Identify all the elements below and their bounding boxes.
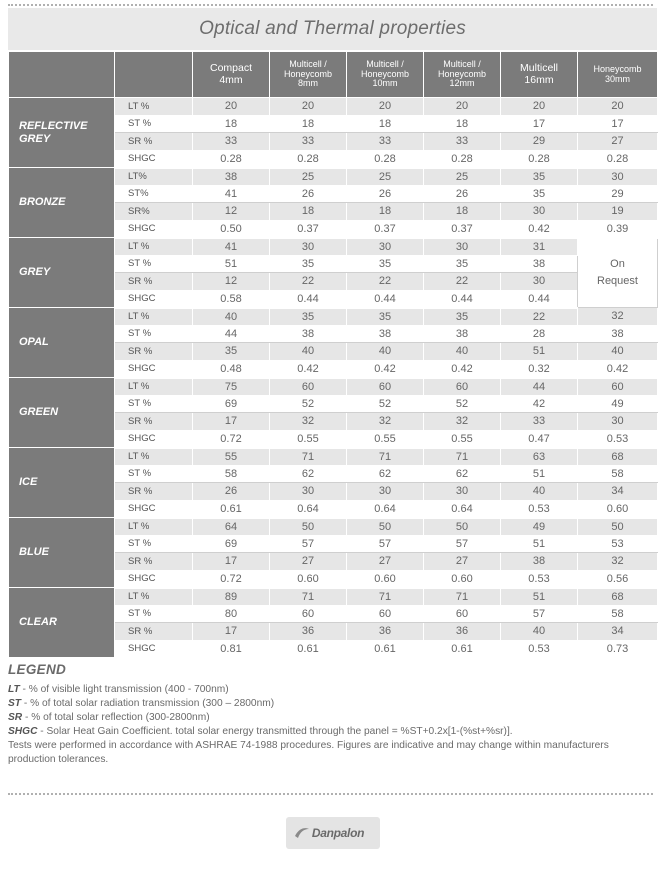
value-cell: 22 bbox=[347, 273, 424, 291]
column-header bbox=[347, 52, 424, 98]
property-label: SHGC bbox=[115, 640, 193, 658]
value-cell: 0.39 bbox=[578, 220, 658, 238]
value-cell: 35 bbox=[424, 255, 501, 273]
column-header-line: Multicell / bbox=[289, 58, 327, 69]
value-cell: 38 bbox=[193, 168, 270, 186]
value-cell: 58 bbox=[193, 465, 270, 483]
value-cell: 0.28 bbox=[501, 150, 578, 168]
value-cell: 0.42 bbox=[270, 360, 347, 378]
value-cell: 50 bbox=[270, 518, 347, 536]
value-cell: 38 bbox=[424, 325, 501, 343]
group-label-line: ICE bbox=[19, 476, 38, 489]
value-cell: 68 bbox=[578, 448, 658, 466]
value-cell: 33 bbox=[347, 133, 424, 151]
value-cell: 35 bbox=[501, 185, 578, 203]
column-header bbox=[424, 52, 501, 98]
value-cell: 25 bbox=[424, 168, 501, 186]
legend-sr bbox=[8, 711, 657, 725]
value-cell: 60 bbox=[270, 378, 347, 396]
table-row bbox=[9, 168, 658, 186]
value-cell: 25 bbox=[270, 168, 347, 186]
value-cell: 62 bbox=[347, 465, 424, 483]
value-cell: 0.53 bbox=[578, 430, 658, 448]
value-cell: 55 bbox=[193, 448, 270, 466]
value-cell: 51 bbox=[501, 465, 578, 483]
value-cell: 0.72 bbox=[193, 430, 270, 448]
group-label-line: GREY bbox=[19, 266, 51, 279]
property-label: LT% bbox=[115, 168, 193, 186]
value-cell: 35 bbox=[501, 168, 578, 186]
value-cell: 0.48 bbox=[193, 360, 270, 378]
value-cell: 62 bbox=[424, 465, 501, 483]
value-cell: 0.44 bbox=[501, 290, 578, 308]
value-cell: 0.72 bbox=[193, 570, 270, 588]
value-cell: 68 bbox=[578, 588, 658, 606]
danpal-logo bbox=[286, 817, 380, 849]
value-cell: 71 bbox=[424, 448, 501, 466]
value-cell: 30 bbox=[424, 483, 501, 501]
group-label bbox=[9, 98, 115, 168]
logo-text: Danpalon bbox=[311, 826, 365, 840]
value-cell: 36 bbox=[347, 623, 424, 641]
value-cell: 50 bbox=[578, 518, 658, 536]
column-header-line: Multicell / bbox=[443, 58, 481, 69]
value-cell: 0.42 bbox=[347, 360, 424, 378]
value-cell: 25 bbox=[347, 168, 424, 186]
value-cell: 0.50 bbox=[193, 220, 270, 238]
value-cell: 0.61 bbox=[193, 500, 270, 518]
value-cell: 30 bbox=[347, 238, 424, 256]
group-label bbox=[9, 168, 115, 238]
value-cell: 40 bbox=[578, 343, 658, 361]
value-cell: 0.42 bbox=[501, 220, 578, 238]
value-cell: 57 bbox=[347, 535, 424, 553]
value-cell: 32 bbox=[270, 413, 347, 431]
value-cell: 22 bbox=[424, 273, 501, 291]
value-cell: 28 bbox=[501, 325, 578, 343]
value-cell: 20 bbox=[347, 98, 424, 116]
value-cell: 40 bbox=[501, 483, 578, 501]
column-header bbox=[578, 52, 658, 98]
value-cell: 60 bbox=[270, 605, 347, 623]
value-cell: 32 bbox=[578, 553, 658, 571]
group-label bbox=[9, 378, 115, 448]
value-cell: 57 bbox=[424, 535, 501, 553]
value-cell: 62 bbox=[270, 465, 347, 483]
value-cell: 0.61 bbox=[347, 640, 424, 658]
page-title: Optical and Thermal properties bbox=[199, 18, 466, 39]
value-cell: 17 bbox=[193, 413, 270, 431]
value-cell: 40 bbox=[424, 343, 501, 361]
value-cell: 0.81 bbox=[193, 640, 270, 658]
value-cell: 75 bbox=[193, 378, 270, 396]
value-cell: 0.44 bbox=[270, 290, 347, 308]
value-cell: 0.28 bbox=[347, 150, 424, 168]
property-label: LT % bbox=[115, 518, 193, 536]
value-cell: 40 bbox=[347, 343, 424, 361]
value-cell: 71 bbox=[424, 588, 501, 606]
group-label bbox=[9, 238, 115, 308]
value-cell: 18 bbox=[424, 115, 501, 133]
legend-sr-term: SR bbox=[8, 712, 23, 723]
property-label: ST % bbox=[115, 535, 193, 553]
group-label-line: OPAL bbox=[19, 336, 49, 349]
property-label: SR % bbox=[115, 273, 193, 291]
property-label: SR % bbox=[115, 623, 193, 641]
value-cell: 26 bbox=[347, 185, 424, 203]
value-cell: 0.53 bbox=[501, 500, 578, 518]
group-label-line: GREY bbox=[19, 132, 51, 145]
property-label: ST % bbox=[115, 255, 193, 273]
value-cell: 35 bbox=[424, 308, 501, 326]
value-cell: 33 bbox=[501, 413, 578, 431]
value-cell: 18 bbox=[347, 203, 424, 221]
property-label: SR % bbox=[115, 133, 193, 151]
property-label: SHGC bbox=[115, 290, 193, 308]
value-cell: 18 bbox=[424, 203, 501, 221]
value-cell: 20 bbox=[193, 98, 270, 116]
value-cell: 33 bbox=[270, 133, 347, 151]
value-cell: 49 bbox=[501, 518, 578, 536]
legend-sr-text: - % of total solar reflection (300-2800nm) bbox=[22, 712, 210, 723]
table-row bbox=[9, 308, 658, 326]
legend-shgc-term: SHGC bbox=[8, 726, 38, 737]
value-cell: 30 bbox=[578, 413, 658, 431]
value-cell: 18 bbox=[270, 203, 347, 221]
value-cell: 44 bbox=[501, 378, 578, 396]
property-label: SR % bbox=[115, 483, 193, 501]
on-request-cell: On Request bbox=[578, 238, 658, 308]
value-cell: 57 bbox=[270, 535, 347, 553]
top-dotted-divider bbox=[8, 4, 653, 6]
column-header-line: 10mm bbox=[372, 78, 398, 89]
value-cell: 20 bbox=[270, 98, 347, 116]
value-cell: 22 bbox=[270, 273, 347, 291]
value-cell: 0.28 bbox=[270, 150, 347, 168]
value-cell: 30 bbox=[347, 483, 424, 501]
value-cell: 0.53 bbox=[501, 640, 578, 658]
value-cell: 36 bbox=[424, 623, 501, 641]
property-label: SHGC bbox=[115, 570, 193, 588]
value-cell: 60 bbox=[424, 378, 501, 396]
value-cell: 71 bbox=[347, 448, 424, 466]
value-cell: 60 bbox=[347, 378, 424, 396]
property-label: LT % bbox=[115, 98, 193, 116]
value-cell: 12 bbox=[193, 273, 270, 291]
property-label: ST % bbox=[115, 325, 193, 343]
column-header-line: 4mm bbox=[219, 73, 243, 86]
value-cell: 0.28 bbox=[578, 150, 658, 168]
legend-lt bbox=[8, 683, 657, 697]
value-cell: 0.55 bbox=[347, 430, 424, 448]
value-cell: 29 bbox=[501, 133, 578, 151]
property-label: SHGC bbox=[115, 220, 193, 238]
header-property-cell bbox=[115, 52, 193, 98]
value-cell: 63 bbox=[501, 448, 578, 466]
value-cell: 0.61 bbox=[424, 640, 501, 658]
value-cell: 18 bbox=[347, 115, 424, 133]
value-cell: 89 bbox=[193, 588, 270, 606]
property-label: ST % bbox=[115, 395, 193, 413]
value-cell: 40 bbox=[193, 308, 270, 326]
table-row bbox=[9, 518, 658, 536]
value-cell: 51 bbox=[501, 588, 578, 606]
property-label: SR % bbox=[115, 343, 193, 361]
value-cell: 34 bbox=[578, 623, 658, 641]
property-label: LT % bbox=[115, 238, 193, 256]
value-cell: 36 bbox=[270, 623, 347, 641]
value-cell: 42 bbox=[501, 395, 578, 413]
column-header-line: Compact bbox=[209, 61, 252, 74]
value-cell: 35 bbox=[347, 255, 424, 273]
value-cell: 60 bbox=[578, 378, 658, 396]
table-row bbox=[9, 378, 658, 396]
value-cell: 38 bbox=[501, 255, 578, 273]
value-cell: 0.58 bbox=[193, 290, 270, 308]
value-cell: 20 bbox=[578, 98, 658, 116]
value-cell: 41 bbox=[193, 238, 270, 256]
value-cell: 19 bbox=[578, 203, 658, 221]
value-cell: 29 bbox=[578, 185, 658, 203]
value-cell: 52 bbox=[347, 395, 424, 413]
value-cell: 18 bbox=[193, 115, 270, 133]
value-cell: 38 bbox=[347, 325, 424, 343]
value-cell: 69 bbox=[193, 395, 270, 413]
value-cell: 30 bbox=[578, 168, 658, 186]
value-cell: 35 bbox=[270, 255, 347, 273]
value-cell: 71 bbox=[347, 588, 424, 606]
value-cell: 0.42 bbox=[578, 360, 658, 378]
table-header bbox=[9, 52, 658, 98]
value-cell: 0.37 bbox=[270, 220, 347, 238]
value-cell: 69 bbox=[193, 535, 270, 553]
property-label: LT % bbox=[115, 588, 193, 606]
value-cell: 0.44 bbox=[347, 290, 424, 308]
property-label: ST% bbox=[115, 185, 193, 203]
table-row bbox=[9, 98, 658, 116]
value-cell: 52 bbox=[424, 395, 501, 413]
property-label: SHGC bbox=[115, 360, 193, 378]
value-cell: 35 bbox=[347, 308, 424, 326]
column-header bbox=[501, 52, 578, 98]
value-cell: 0.42 bbox=[424, 360, 501, 378]
value-cell: 0.60 bbox=[424, 570, 501, 588]
legend-heading: LEGEND bbox=[8, 662, 67, 677]
column-header bbox=[270, 52, 347, 98]
value-cell: 0.44 bbox=[424, 290, 501, 308]
value-cell: 40 bbox=[501, 623, 578, 641]
column-header-line: Honeycomb bbox=[593, 63, 642, 74]
value-cell: 18 bbox=[270, 115, 347, 133]
legend-note: Tests were performed in accordance with ASHRAE 74-1988 procedures. Figures are indicative and may change within manufacturers production tolerances. bbox=[8, 740, 609, 765]
title-bar bbox=[8, 8, 657, 50]
value-cell: 44 bbox=[193, 325, 270, 343]
value-cell: 12 bbox=[193, 203, 270, 221]
property-label: SHGC bbox=[115, 500, 193, 518]
value-cell: 80 bbox=[193, 605, 270, 623]
property-label: ST % bbox=[115, 605, 193, 623]
value-cell: 26 bbox=[193, 483, 270, 501]
value-cell: 20 bbox=[501, 98, 578, 116]
value-cell: 38 bbox=[501, 553, 578, 571]
column-header-line: Honeycomb bbox=[360, 68, 410, 79]
value-cell: 17 bbox=[578, 115, 658, 133]
value-cell: 0.61 bbox=[270, 640, 347, 658]
value-cell: 38 bbox=[578, 325, 658, 343]
column-header-line: 16mm bbox=[524, 73, 554, 86]
value-cell: 31 bbox=[501, 238, 578, 256]
header-group-cell bbox=[9, 52, 115, 98]
value-cell: 20 bbox=[424, 98, 501, 116]
value-cell: 32 bbox=[578, 308, 658, 326]
value-cell: 64 bbox=[193, 518, 270, 536]
column-header-line: Honeycomb bbox=[283, 68, 333, 79]
value-cell: 33 bbox=[193, 133, 270, 151]
legend-shgc-text: - Solar Heat Gain Coefficient. total solar energy transmitted through the panel = %ST+0.2x[1-(%st+%sr)]. bbox=[37, 726, 513, 737]
value-cell: 30 bbox=[270, 238, 347, 256]
legend-st-term: ST bbox=[8, 698, 22, 709]
value-cell: 27 bbox=[270, 553, 347, 571]
column-header-line: Honeycomb bbox=[437, 68, 487, 79]
legend-st bbox=[8, 697, 657, 711]
group-label-line: BLUE bbox=[19, 546, 49, 559]
value-cell: 33 bbox=[424, 133, 501, 151]
group-label bbox=[9, 518, 115, 588]
value-cell: 35 bbox=[270, 308, 347, 326]
table-body bbox=[9, 98, 658, 658]
value-cell: 58 bbox=[578, 605, 658, 623]
value-cell: 60 bbox=[424, 605, 501, 623]
table-row bbox=[9, 448, 658, 466]
value-cell: 0.37 bbox=[424, 220, 501, 238]
value-cell: 0.55 bbox=[424, 430, 501, 448]
value-cell: 40 bbox=[270, 343, 347, 361]
value-cell: 0.28 bbox=[424, 150, 501, 168]
value-cell: 57 bbox=[501, 605, 578, 623]
value-cell: 17 bbox=[501, 115, 578, 133]
property-label: ST % bbox=[115, 465, 193, 483]
value-cell: 32 bbox=[347, 413, 424, 431]
value-cell: 71 bbox=[270, 448, 347, 466]
value-cell: 71 bbox=[270, 588, 347, 606]
column-header-line: Multicell / bbox=[366, 58, 404, 69]
value-cell: 53 bbox=[578, 535, 658, 553]
value-cell: 0.53 bbox=[501, 570, 578, 588]
column-header-line: 12mm bbox=[449, 78, 475, 89]
group-label bbox=[9, 448, 115, 518]
value-cell: 0.64 bbox=[347, 500, 424, 518]
value-cell: 50 bbox=[424, 518, 501, 536]
value-cell: 26 bbox=[270, 185, 347, 203]
value-cell: 0.64 bbox=[424, 500, 501, 518]
property-label: SR % bbox=[115, 413, 193, 431]
property-label: LT % bbox=[115, 448, 193, 466]
value-cell: 0.56 bbox=[578, 570, 658, 588]
legend bbox=[8, 662, 657, 767]
group-label-line: REFLECTIVE bbox=[19, 119, 88, 132]
legend-lt-text: - % of visible light transmission (400 - 700nm) bbox=[19, 684, 229, 695]
value-cell: 22 bbox=[501, 308, 578, 326]
value-cell: 0.60 bbox=[347, 570, 424, 588]
column-header bbox=[193, 52, 270, 98]
legend-lt-term: LT bbox=[8, 684, 20, 695]
value-cell: 51 bbox=[193, 255, 270, 273]
value-cell: 30 bbox=[424, 238, 501, 256]
group-label bbox=[9, 308, 115, 378]
value-cell: 0.60 bbox=[270, 570, 347, 588]
column-header-line: 30mm bbox=[604, 73, 630, 84]
value-cell: 41 bbox=[193, 185, 270, 203]
table-row bbox=[9, 588, 658, 606]
property-label: ST % bbox=[115, 115, 193, 133]
group-label-line: GREEN bbox=[19, 406, 59, 419]
danpal-swoosh-icon bbox=[294, 826, 310, 840]
value-cell: 27 bbox=[578, 133, 658, 151]
group-label bbox=[9, 588, 115, 658]
column-header-line: 8mm bbox=[298, 78, 318, 89]
value-cell: 0.64 bbox=[270, 500, 347, 518]
value-cell: 34 bbox=[578, 483, 658, 501]
value-cell: 51 bbox=[501, 535, 578, 553]
group-label-line: CLEAR bbox=[19, 616, 57, 629]
column-header-line: Multicell bbox=[520, 61, 558, 74]
value-cell: 17 bbox=[193, 553, 270, 571]
legend-shgc bbox=[8, 725, 657, 739]
value-cell: 35 bbox=[193, 343, 270, 361]
value-cell: 0.32 bbox=[501, 360, 578, 378]
value-cell: 26 bbox=[424, 185, 501, 203]
value-cell: 50 bbox=[347, 518, 424, 536]
value-cell: 0.28 bbox=[193, 150, 270, 168]
value-cell: 27 bbox=[347, 553, 424, 571]
value-cell: 0.37 bbox=[347, 220, 424, 238]
value-cell: 52 bbox=[270, 395, 347, 413]
value-cell: 58 bbox=[578, 465, 658, 483]
bottom-dotted-divider bbox=[8, 793, 653, 795]
properties-table bbox=[8, 51, 658, 659]
value-cell: 0.55 bbox=[270, 430, 347, 448]
value-cell: 0.60 bbox=[578, 500, 658, 518]
property-label: LT % bbox=[115, 308, 193, 326]
value-cell: 32 bbox=[424, 413, 501, 431]
property-label: SHGC bbox=[115, 430, 193, 448]
value-cell: 30 bbox=[501, 203, 578, 221]
value-cell: 0.47 bbox=[501, 430, 578, 448]
value-cell: 60 bbox=[347, 605, 424, 623]
value-cell: 27 bbox=[424, 553, 501, 571]
property-label: SR % bbox=[115, 553, 193, 571]
property-label: SHGC bbox=[115, 150, 193, 168]
group-label-line: BRONZE bbox=[19, 196, 66, 209]
value-cell: 38 bbox=[270, 325, 347, 343]
value-cell: 51 bbox=[501, 343, 578, 361]
value-cell: 49 bbox=[578, 395, 658, 413]
value-cell: 30 bbox=[270, 483, 347, 501]
value-cell: 30 bbox=[501, 273, 578, 291]
value-cell: 0.73 bbox=[578, 640, 658, 658]
table-row bbox=[9, 238, 658, 256]
property-label: SR% bbox=[115, 203, 193, 221]
legend-st-text: - % of total solar radiation transmission (300 – 2800nm) bbox=[21, 698, 275, 709]
property-label: LT % bbox=[115, 378, 193, 396]
value-cell: 17 bbox=[193, 623, 270, 641]
